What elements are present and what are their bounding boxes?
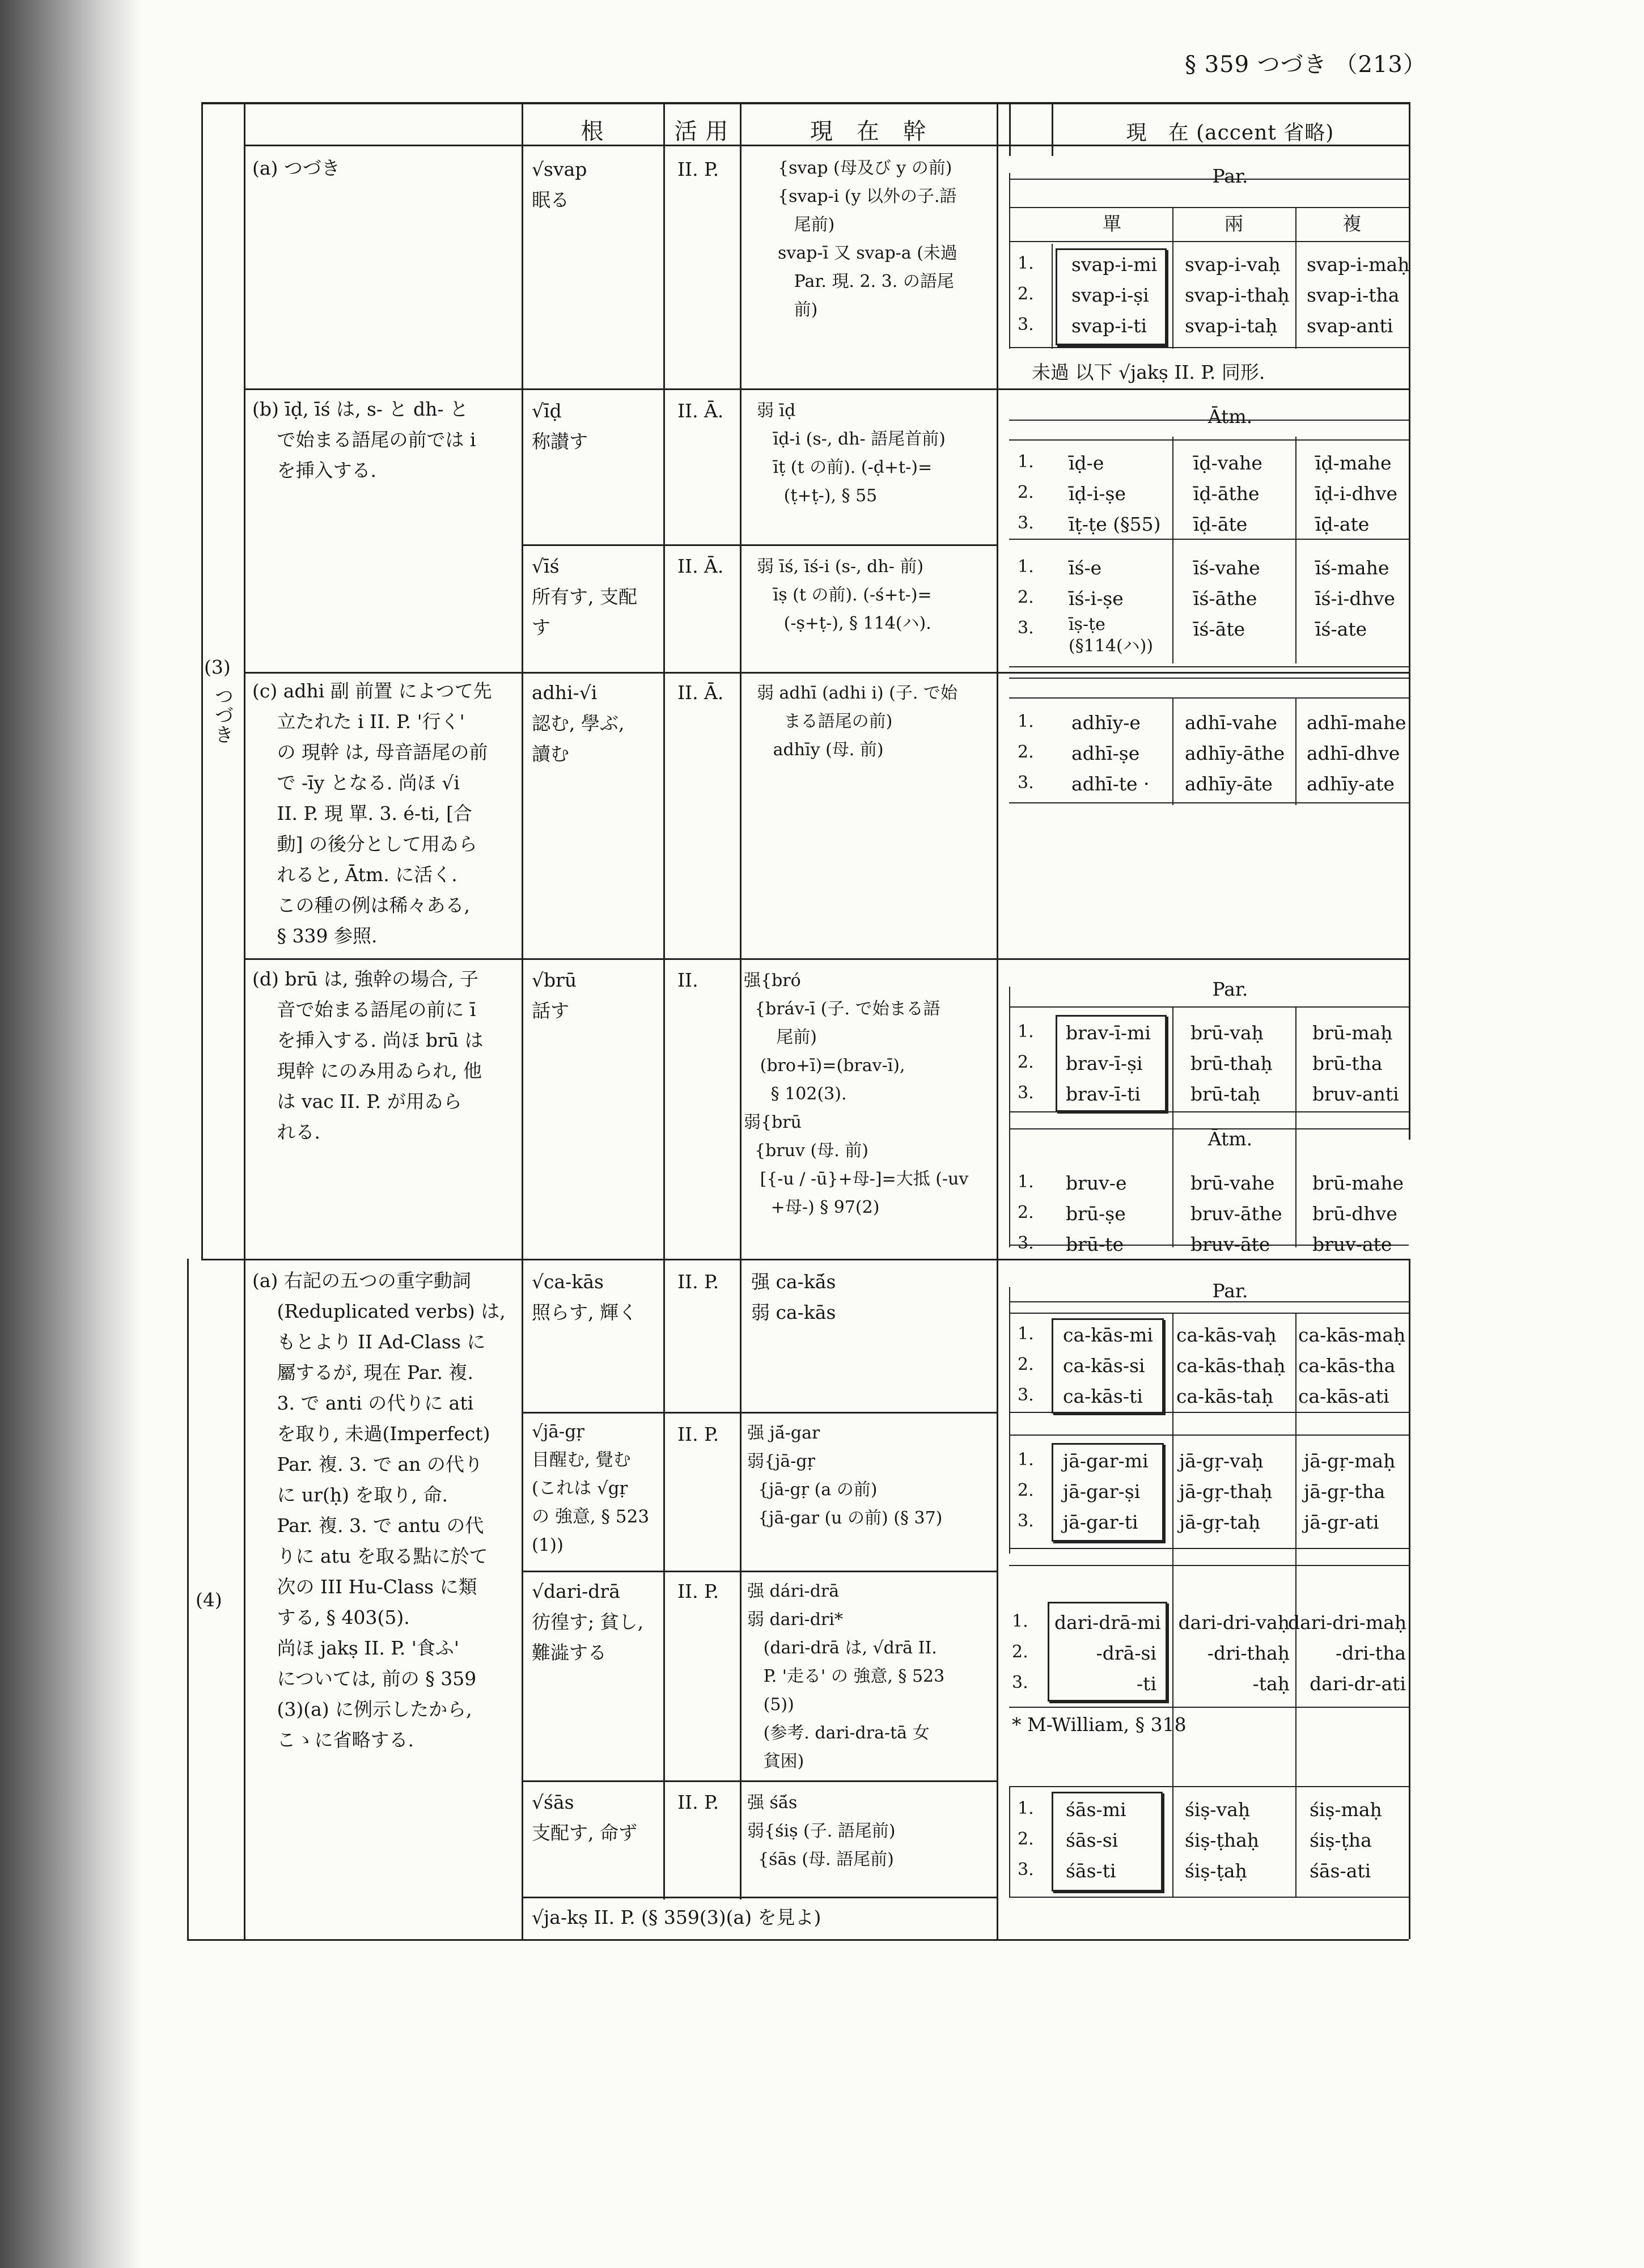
row-b-stem-2: 弱 īś, īś-i (s-, dh- 前) īṣ (t の前). (-ś+t-)= (-ṣ+ṭ-), § 114(ハ). [757, 557, 932, 633]
person-2: 2. [1018, 1829, 1034, 1849]
number-singular: 單 [1103, 213, 1121, 235]
form-cell: śiṣ-ṭha [1310, 1829, 1372, 1851]
form-cell: brū-te [1066, 1233, 1124, 1255]
form-cell: adhī-dhve [1307, 742, 1400, 764]
form-cell: ca-kās-si [1063, 1355, 1145, 1377]
row-4-label: (a) 右記の五つの重字動詞 (Reduplicated verbs) は, もとより II Ad-Class に 屬するが, 現在 Par. 複. 3. で anti の代りに ati を取り, 未過(Imperfect) Par. 複. 3. で an の代り に ur(ḥ) を取り, 命. Par. 複. 3. で antu の代 りに atu を取る點に於て 次の III Hu-Class に類 する, § 403(5). 尚ほ jakṣ II. P. '食ふ' については, 前の § 359 (3)(a) に例示したから, こゝに省略する. [252, 1270, 506, 1751]
person-2: 2. [1018, 1355, 1034, 1374]
row-c-label: (c) adhi 副 前置 によつて先 立たれた i II. P. '行く' の 現幹 は, 母音語尾の前 で -īy となる. 尚ほ √i II. P. 現 單. 3. é-ti, [合 動] の後分として用ゐら れると, Ātm. に活く. この種の例は稀々ある, § 339 参照. [252, 680, 492, 947]
verb-daridra-root: √dari-drā 彷徨す; 貧し, 難澁する [532, 1580, 644, 1664]
person-1: 1. [1018, 452, 1034, 472]
person-2: 2. [1018, 1052, 1034, 1072]
form-cell: ca-kās-ti [1063, 1385, 1143, 1407]
form-cell: jā-gar-ṣi [1063, 1480, 1141, 1503]
person-1: 1. [1018, 712, 1034, 731]
verb-sas-conj: II. P. [677, 1791, 719, 1813]
form-cell: ca-kās-taḥ [1176, 1385, 1274, 1407]
header-conj: 活 用 [674, 119, 729, 145]
form-cell: brū-thaḥ [1190, 1052, 1273, 1074]
row-d-conj: II. [677, 969, 698, 991]
person-1: 1. [1018, 253, 1034, 273]
header-stem: 現 在 幹 [810, 119, 926, 145]
person-1: 1. [1018, 1799, 1034, 1818]
form-cell: ca-kās-maḥ [1298, 1324, 1406, 1346]
form-cell: ca-kās-ati [1298, 1385, 1389, 1407]
row-d-root: √brū 話す [532, 969, 577, 1022]
verb-jagr-root: √jā-gṛ 目醒む, 覺む (これは √gṛ の 強意, § 523 (1)) [532, 1421, 650, 1555]
row-a-root: √svap 眠る [532, 158, 587, 211]
form-cell: svap-i-ti [1071, 315, 1147, 337]
person-3: 3. [1012, 1673, 1028, 1692]
form-cell: bruv-āte [1190, 1233, 1270, 1255]
form-cell: dari-dri-maḥ [1288, 1611, 1407, 1634]
form-cell: jā-gṛ-thaḥ [1179, 1480, 1273, 1503]
form-cell: jā-gr-ati [1304, 1511, 1379, 1533]
row-c-conj: II. Ā. [677, 682, 724, 704]
form-cell: adhīy-āte [1185, 773, 1273, 795]
section-3-label: (3) [204, 656, 231, 678]
row-b-stem-1: 弱 īḍ īḍ-i (s-, dh- 語尾首前) īṭ (t の前). (-ḍ+t-)= (ṭ+ṭ-), § 55 [757, 401, 946, 506]
form-cell: adhī-ṣe [1071, 742, 1140, 764]
form-cell: śās-mi [1066, 1799, 1126, 1821]
row-b-label: (b) īḍ, īś は, s- と dh- と で始まる語尾の前では i を挿入する. [252, 398, 476, 481]
row-b-conj-1: II. Ā. [677, 400, 724, 422]
person-3: 3. [1018, 315, 1034, 335]
person-2: 2. [1018, 284, 1034, 304]
person-2: 2. [1018, 483, 1034, 502]
form-cell: dari-dri-vaḥ [1178, 1611, 1290, 1634]
form-cell: jā-gar-ti [1063, 1511, 1138, 1533]
form-cell: brū-vahe [1190, 1172, 1275, 1194]
form-cell: bruv-ate [1312, 1233, 1392, 1255]
row-c-root: adhi-√i 認む, 學ぶ, 讀む [532, 682, 625, 765]
form-cell: svap-i-maḥ [1307, 253, 1410, 276]
form-cell: brū-vaḥ [1190, 1022, 1264, 1044]
form-cell: jā-gṛ-vaḥ [1179, 1450, 1264, 1472]
row-a-voice: Par. [1212, 165, 1248, 187]
form-cell: adhī-mahe [1307, 712, 1406, 734]
form-cell: adhī-vahe [1185, 712, 1277, 734]
form-cell: svap-i-taḥ [1185, 315, 1278, 337]
form-cell: śiṣ-vaḥ [1185, 1799, 1251, 1821]
row-d-voice-2: Ātm. [1207, 1128, 1253, 1150]
form-cell: īḍ-i-dhve [1315, 483, 1398, 505]
row-d-stem: 强{bró {bráv-ī (子. で始まる語 尾前) (bro+ī)=(brav-ī), § 102(3). 弱{brū {bruv (母. 前) [{-u / -ū}+母-]=大抵 (-uv +母-) § 97(2) [744, 971, 969, 1217]
verb-daridra-conj: II. P. [677, 1580, 719, 1602]
person-1: 1. [1018, 1450, 1034, 1470]
verb-sas-root: √śās 支配す, 命ず [532, 1791, 637, 1844]
row-4-voice: Par. [1212, 1280, 1248, 1302]
number-plural: 複 [1342, 213, 1362, 235]
person-3: 3. [1018, 1083, 1034, 1103]
person-1: 1. [1018, 1324, 1034, 1344]
row-c-stem: 弱 adhī (adhi i) (子. で始 まる語尾の前) adhīy (母. 前) [757, 683, 957, 760]
section-4-label: (4) [196, 1589, 222, 1611]
form-cell: -taḥ [1252, 1673, 1290, 1695]
form-cell: īṣ-ṭe (§114(ハ)) [1069, 615, 1154, 656]
verb-sas-stem: 强 śā́s 弱{śiṣ (子. 語尾前) {śās (母. 語尾前) [747, 1793, 896, 1869]
form-cell: jā-gṛ-maḥ [1304, 1450, 1396, 1472]
form-cell: bruv-e [1066, 1172, 1127, 1194]
form-cell: adhī-te · [1071, 773, 1150, 795]
form-cell: svap-i-ṣi [1071, 284, 1149, 306]
form-cell: brū-tha [1312, 1052, 1383, 1074]
form-cell: bruv-āthe [1190, 1203, 1282, 1225]
form-cell: adhīy-ate [1307, 773, 1395, 795]
person-1: 1. [1018, 557, 1034, 577]
form-cell: svap-i-tha [1307, 284, 1400, 306]
form-cell: īḍ-i-ṣe [1069, 483, 1126, 505]
row-d-voice-1: Par. [1212, 978, 1248, 1000]
form-cell: ca-kās-vaḥ [1176, 1324, 1277, 1346]
form-cell: brav-ī-ti [1066, 1083, 1141, 1105]
form-cell: svap-i-vaḥ [1185, 253, 1281, 276]
form-cell: īś-i-ṣe [1069, 587, 1124, 610]
person-2: 2. [1018, 587, 1034, 607]
person-3: 3. [1018, 773, 1034, 793]
form-cell: īś-āte [1193, 618, 1245, 640]
form-cell: śiṣ-maḥ [1310, 1799, 1382, 1821]
scan-shadow [0, 0, 142, 2268]
form-cell: śās-ti [1066, 1860, 1116, 1882]
form-cell: adhīy-e [1071, 712, 1141, 734]
form-cell: īś-e [1069, 557, 1102, 579]
person-2: 2. [1018, 742, 1034, 762]
person-2: 2. [1018, 1203, 1034, 1222]
form-cell: brū-maḥ [1312, 1022, 1393, 1044]
form-cell: brav-ī-ṣi [1066, 1052, 1143, 1074]
form-cell: śiṣ-ṭhaḥ [1185, 1829, 1260, 1851]
form-cell: dari-dr-ati [1310, 1673, 1406, 1695]
person-1: 1. [1018, 1172, 1034, 1192]
form-cell: īḍ-āte [1193, 513, 1248, 535]
row-a-conj: II. P. [677, 158, 719, 180]
running-header: § 359 つづき （213） [1185, 52, 1426, 78]
form-cell: -drā-si [1096, 1642, 1156, 1664]
verb-jagr-conj: II. P. [677, 1423, 719, 1445]
form-cell: brav-ī-mi [1066, 1022, 1151, 1044]
row-a-label: (a) つづき [252, 157, 340, 179]
person-2: 2. [1012, 1642, 1028, 1662]
form-cell: īś-i-dhve [1315, 587, 1395, 610]
row-b-root-2: √īś 所有す, 支配 す [532, 555, 637, 638]
form-cell: ca-kās-mi [1063, 1324, 1153, 1346]
form-cell: brū-dhve [1312, 1203, 1397, 1225]
form-cell: ca-kās-thaḥ [1176, 1355, 1286, 1377]
person-1: 1. [1018, 1022, 1034, 1042]
form-cell: īḍ-mahe [1315, 452, 1392, 474]
row-d-label: (d) brū は, 強幹の場合, 子 音で始まる語尾の前に ī を挿入する. 尚ほ brū は 現幹 にのみ用ゐられ, 他 は vac II. P. が用ゐら れる. [252, 968, 484, 1143]
person-3: 3. [1018, 618, 1034, 638]
form-cell: svap-anti [1307, 315, 1393, 337]
header-present: 現 在 (accent 省略) [1126, 121, 1334, 145]
verb-cakas-root: √ca-kās 照らす, 輝く [532, 1271, 637, 1323]
verb-cakas-conj: II. P. [677, 1271, 719, 1293]
form-cell: adhīy-āthe [1185, 742, 1285, 764]
form-cell: īḍ-vahe [1193, 452, 1262, 474]
person-3: 3. [1018, 1233, 1034, 1253]
form-cell: ca-kās-tha [1298, 1355, 1396, 1377]
form-cell: bruv-anti [1312, 1083, 1399, 1105]
form-cell: brū-ṣe [1066, 1203, 1126, 1225]
person-2: 2. [1018, 1480, 1034, 1500]
header-root: 根 [581, 119, 604, 145]
form-cell: -dri-thaḥ [1207, 1642, 1290, 1664]
form-cell: jā-gṛ-taḥ [1179, 1511, 1261, 1533]
person-3: 3. [1018, 1860, 1034, 1880]
form-cell: dari-drā-mi [1054, 1611, 1161, 1634]
number-dual: 兩 [1224, 213, 1243, 235]
form-cell: jā-gar-mi [1063, 1450, 1149, 1472]
row-a-stem: {svap (母及び y の前) {svap-i (y 以外の子.語 尾前) svap-ī 又 svap-a (未過 Par. 現. 2. 3. の語尾 前) [778, 158, 957, 320]
form-cell: īś-ate [1315, 618, 1367, 640]
form-cell: śās-ati [1310, 1860, 1371, 1882]
form-cell: svap-i-thaḥ [1185, 284, 1290, 306]
form-cell: īḍ-e [1069, 452, 1104, 474]
verb-jagr-stem: 强 jā́-gar 弱{jā-gṛ {jā-gṛ (a の前) {jā-gar (u の前) (§ 37) [747, 1423, 943, 1528]
row-b-root-1: √īḍ 称讃す [532, 400, 588, 452]
form-cell: īṭ-ṭe (§55) [1069, 513, 1161, 535]
form-cell: īś-mahe [1315, 557, 1389, 579]
form-cell: jā-gṛ-tha [1304, 1480, 1385, 1503]
person-3: 3. [1018, 1385, 1034, 1405]
row-b-conj-2: II. Ā. [677, 555, 724, 577]
row-b-voice: Ātm. [1207, 405, 1253, 428]
form-cell: īḍ-ate [1315, 513, 1370, 535]
form-cell: brū-taḥ [1190, 1083, 1261, 1105]
row-a-note: 未過 以下 √jakṣ II. P. 同形. [1032, 361, 1265, 383]
person-3: 3. [1018, 513, 1034, 533]
person-1: 1. [1012, 1611, 1028, 1631]
verb-daridra-stem: 强 dári-drā 弱 dari-dri* (dari-drā は, √drā II. P. '走る' の 強意, § 523 (5)) (参考. dari-dra-tā 女 貧困) [747, 1581, 945, 1771]
form-cell: śiṣ-ṭaḥ [1185, 1860, 1247, 1882]
form-cell: īś-āthe [1193, 587, 1257, 610]
verb-daridra-note: * M-William, § 318 [1012, 1713, 1187, 1736]
form-cell: -dri-tha [1336, 1642, 1406, 1664]
verb-cakas-stem: 强 ca-kā́s 弱 ca-kās [751, 1271, 836, 1323]
form-cell: svap-i-mi [1071, 253, 1158, 276]
form-cell: īś-vahe [1193, 557, 1260, 579]
row-4-bottom-note: √ja-kṣ II. P. (§ 359(3)(a) を見よ) [532, 1906, 821, 1928]
section-3-word: つづき [211, 686, 234, 744]
form-cell: brū-mahe [1312, 1172, 1404, 1194]
form-cell: -ti [1137, 1673, 1156, 1695]
form-cell: śās-si [1066, 1829, 1118, 1851]
person-3: 3. [1018, 1511, 1034, 1531]
form-cell: īḍ-āthe [1193, 483, 1260, 505]
